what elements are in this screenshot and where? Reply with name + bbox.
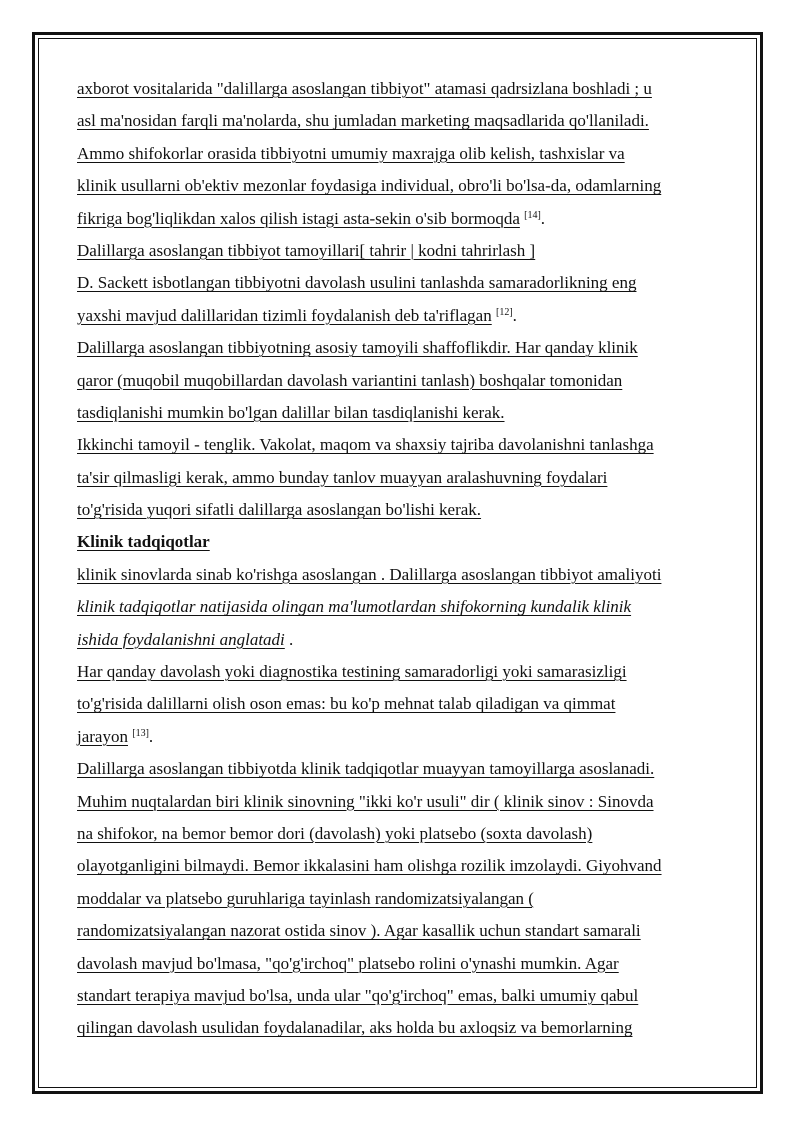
text-line — [77, 786, 727, 818]
line-punctuation: . — [540, 208, 546, 228]
line-text: ta'sir qilmasligi kerak, ammo bunday tanlov muayyan aralashuvning foydalari — [77, 467, 608, 487]
line-punctuation: . — [512, 305, 517, 325]
text-line — [77, 300, 727, 332]
text-line — [77, 688, 727, 720]
citation-reference[interactable]: [12] — [495, 306, 513, 318]
text-line — [77, 105, 727, 137]
text-line — [77, 559, 727, 591]
line-text: Muhim nuqtalardan biri klinik sinovning "ikki ko'r usuli" dir ( klinik sinov : Sinovda — [77, 791, 654, 811]
line-text: qaror (muqobil muqobillardan davolash variantini tanlash) boshqalar tomonidan — [77, 370, 623, 390]
text-line — [77, 656, 727, 688]
line-text: to'g'risida yuqori sifatli dalillarga asoslangan bo'lishi kerak. — [77, 500, 482, 520]
line-text: Dalillarga asoslangan tibbiyot tamoyillari[ tahrir | kodni tahrirlash ] — [77, 240, 536, 260]
line-text: yaxshi mavjud dalillaridan tizimli foydalanish deb ta'riflagan — [77, 305, 492, 325]
line-text: standart terapiya mavjud bo'lsa, unda ular "qo'g'irchoq" emas, balki umumiy qabul — [77, 985, 639, 1005]
text-line — [77, 235, 727, 267]
citation-reference[interactable]: [13] — [132, 727, 149, 739]
line-text: olayotganligini bilmaydi. Bemor ikkalasini ham olishga rozilik imzolaydi. Giyohvand — [77, 856, 662, 876]
text-line — [77, 494, 727, 526]
text-line — [77, 850, 727, 882]
line-text: jarayon — [77, 726, 128, 746]
line-text: tasdiqlanishi mumkin bo'lgan dalillar bilan tasdiqlanishi kerak. — [77, 402, 505, 422]
text-line — [77, 170, 727, 202]
line-text: randomizatsiyalangan nazorat ostida sinov ). Agar kasallik uchun standart samarali — [77, 921, 641, 941]
text-line — [77, 948, 727, 980]
line-text: moddalar va platsebo guruhlariga tayinlash randomizatsiyalangan ( — [77, 888, 534, 908]
text-line — [77, 462, 727, 494]
line-punctuation: . — [284, 629, 294, 649]
line-text: na shifokor, na bemor bemor dori (davolash) yoki platsebo (soxta davolash) — [77, 823, 593, 843]
citation-reference[interactable]: [14] — [524, 209, 541, 221]
line-text: fikriga bog'liqlikdan xalos qilish istagi asta-sekin o'sib bormoqda — [77, 208, 520, 228]
text-line — [77, 397, 727, 429]
line-text: asl ma'nosidan farqli ma'nolarda, shu jumladan marketing maqsadlarida qo'llaniladi. — [77, 111, 649, 131]
line-text: Klinik tadqiqotlar — [77, 532, 210, 552]
line-text: Har qanday davolash yoki diagnostika testining samaradorligi yoki samarasizligi — [77, 662, 627, 682]
document-body — [77, 73, 727, 1045]
line-text: Ammo shifokorlar orasida tibbiyotni umumiy maxrajga olib kelish, tashxislar va — [77, 143, 625, 163]
line-text: klinik usullarni ob'ektiv mezonlar foydasiga individual, obro'li bo'lsa-da, odamlarning — [77, 176, 662, 196]
line-text: klinik tadqiqotlar natijasida olingan ma'lumotlardan shifokorning kundalik klinik — [77, 597, 632, 617]
text-line — [77, 818, 727, 850]
line-text: Ikkinchi tamoyil - tenglik. Vakolat, maqom va shaxsiy tajriba davolanishni tanlashga — [77, 435, 654, 455]
line-text: Dalillarga asoslangan tibbiyotda klinik tadqiqotlar muayyan tamoyillarga asoslanadi. — [77, 759, 655, 779]
text-line — [77, 73, 727, 105]
line-text: qilingan davolash usulidan foydalanadilar, aks holda bu axloqsiz va bemorlarning — [77, 1018, 633, 1038]
text-line — [77, 1012, 727, 1044]
text-line — [77, 429, 727, 461]
text-line — [77, 980, 727, 1012]
text-line — [77, 915, 727, 947]
text-line — [77, 721, 727, 753]
text-line — [77, 753, 727, 785]
text-line — [77, 138, 727, 170]
text-line — [77, 591, 727, 623]
line-text: Dalillarga asoslangan tibbiyotning asosiy tamoyili shaffoflikdir. Har qanday klinik — [77, 338, 638, 358]
line-text: davolash mavjud bo'lmasa, "qo'g'irchoq" platsebo rolini o'ynashi mumkin. Agar — [77, 953, 619, 973]
text-line — [77, 624, 727, 656]
line-text: to'g'risida dalillarni olish oson emas: bu ko'p mehnat talab qiladigan va qimmat — [77, 694, 616, 714]
line-text: D. Sackett isbotlangan tibbiyotni davolash usulini tanlashda samaradorlikning eng — [77, 273, 637, 293]
line-text: ishida foydalanishni anglatadi — [77, 629, 285, 649]
line-punctuation: . — [148, 726, 154, 746]
text-line — [77, 883, 727, 915]
text-line — [77, 365, 727, 397]
section-heading — [77, 526, 727, 558]
text-line — [77, 203, 727, 235]
text-line — [77, 267, 727, 299]
line-text: axborot vositalarida "dalillarga asoslangan tibbiyot" atamasi qadrsizlana boshladi ; u — [77, 79, 652, 98]
line-text: klinik sinovlarda sinab ko'rishga asoslangan . Dalillarga asoslangan tibbiyot amaliyoti — [77, 564, 662, 584]
text-line — [77, 332, 727, 364]
